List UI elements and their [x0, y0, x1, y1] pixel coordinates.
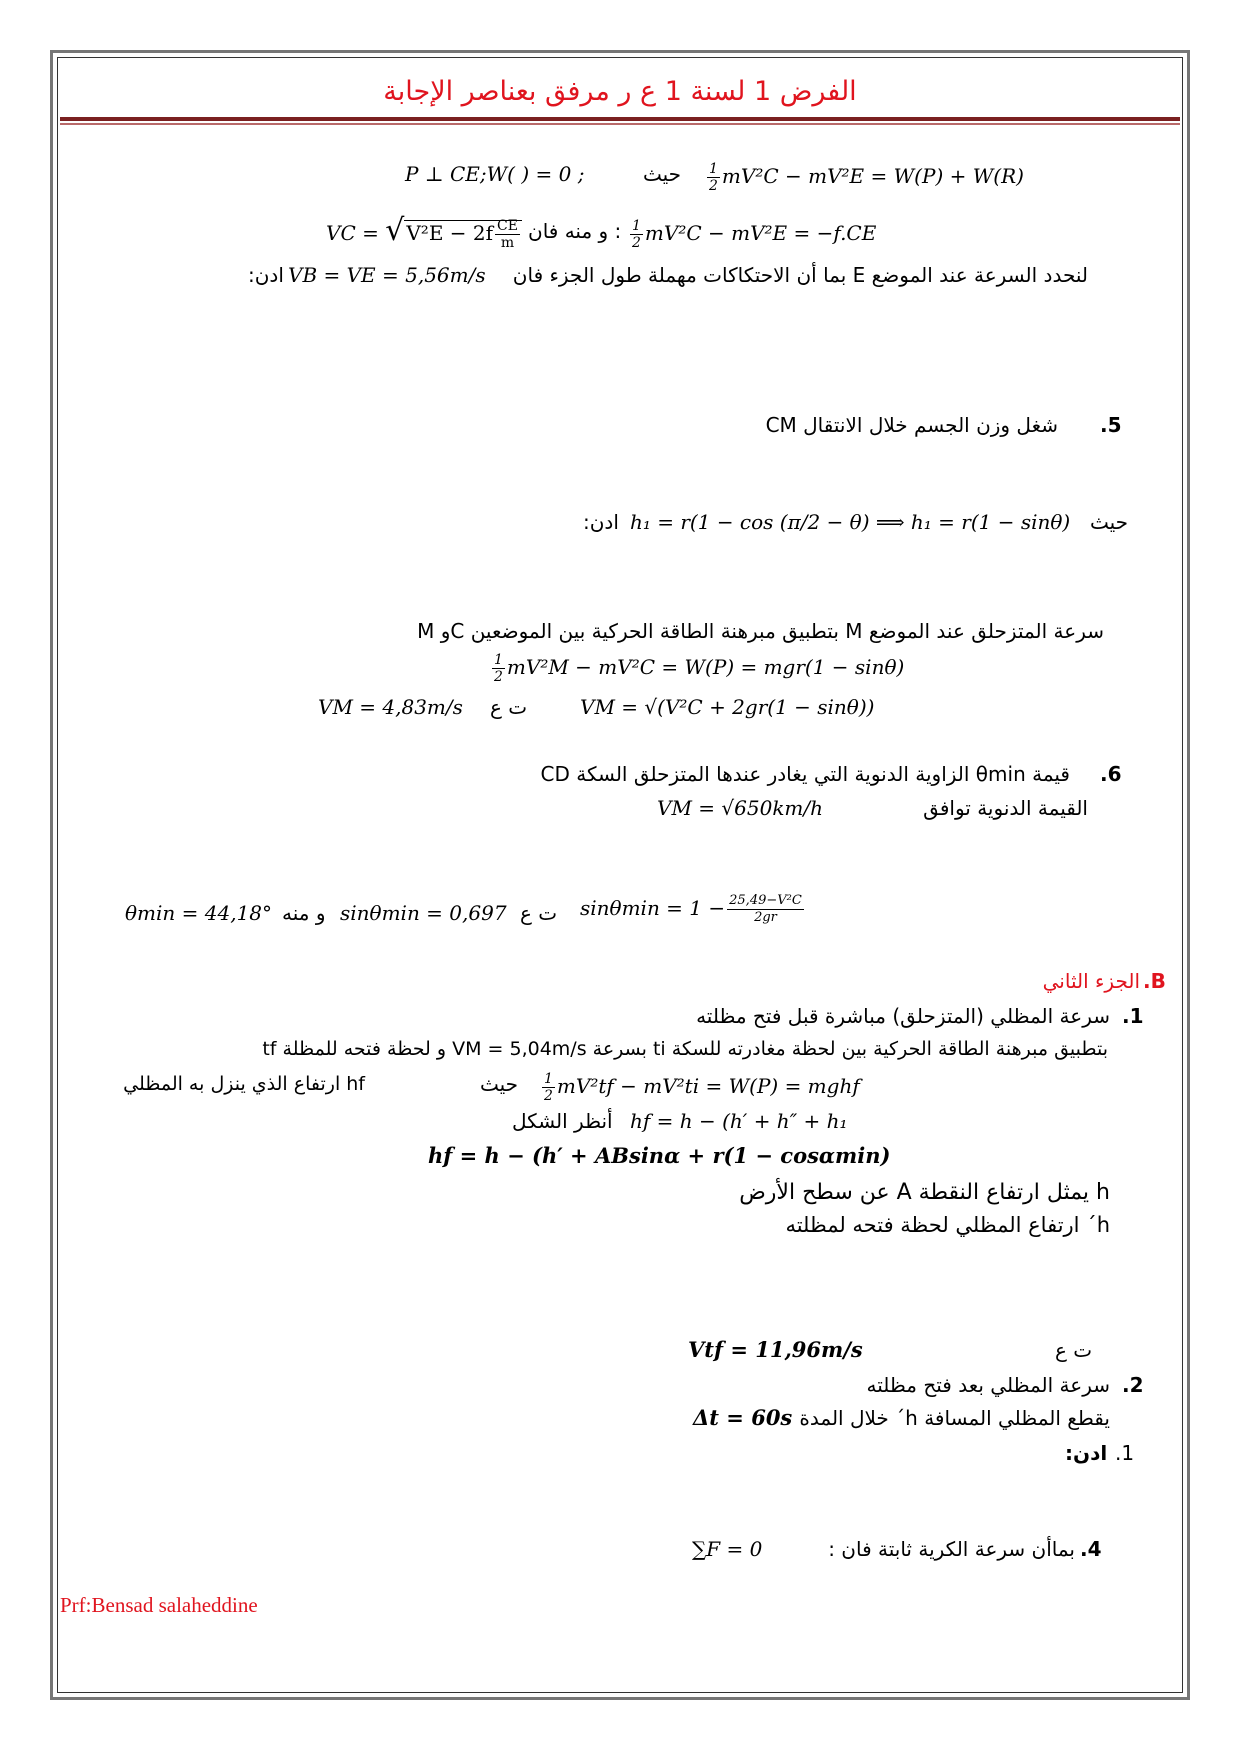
line2-vc-formula: VC = √ V²E − 2f $\frac{CE}{m}$	[326, 218, 522, 251]
theta-formula: sinθmin = 1 − $\frac{\text{25,49−V²C}}{2gr}$	[580, 893, 802, 925]
vm-result: VM = 4,83m/s	[318, 695, 463, 719]
vtf-result: Vtf = 11,96m/s	[688, 1337, 863, 1362]
b2-line3: ادن:	[1065, 1441, 1108, 1465]
vm-te: ت ع	[490, 695, 528, 719]
b1-line3-word: حيث	[480, 1072, 519, 1096]
partB-number: .B	[1143, 969, 1166, 993]
title-divider-thin	[60, 123, 1180, 125]
page-frame-inner	[57, 57, 1183, 1693]
line3-text: لنحدد السرعة عند الموضع E بما أن الاحتكاكات مهملة طول الجزء فان	[512, 263, 1088, 287]
b2-line2-text: يقطع المظلي المسافة h΄ خلال المدة	[799, 1406, 1110, 1430]
b1-line3-end: hf ارتفاع الذي ينزل به المظلي	[123, 1073, 365, 1095]
line3-eq: VB = VE = 5,56m/s	[288, 263, 486, 287]
theta-word: و منه	[282, 901, 326, 925]
vm-formula: VM = √(V²C + 2gr(1 − sinθ))	[580, 695, 875, 719]
section5-number: .5	[1100, 413, 1122, 437]
b4-text: بماأن سرعة الكرية ثابتة فان :	[828, 1537, 1075, 1561]
line1-eq-right: $\frac{1}{2}$ mV²C − mV²E = W(P) + W(R)	[709, 161, 1024, 194]
b4-eq: ∑F = 0	[692, 1537, 763, 1561]
theta-te: ت ع	[520, 901, 558, 925]
line1-eq-left: P ⊥ CE;W( ) = 0 ;	[405, 162, 585, 186]
section6-eq: VM = √650km/h	[657, 796, 824, 820]
section5-text: شغل وزن الجسم خلال الانتقال CM	[765, 413, 1058, 437]
b2-text: سرعة المظلي بعد فتح مظلته	[866, 1373, 1110, 1397]
footer-author: Prf:Bensad salaheddine	[60, 1593, 258, 1617]
b1-line5-eq: hf = h − (h′ + ABsinα + r(1 − cosαmin)	[428, 1143, 891, 1168]
section6-sub: القيمة الدنوية توافق	[923, 796, 1088, 820]
vm-eq: $\frac{1}{2}$ mV²M − mV²C = W(P) = mgr(1 − sinθ)	[494, 652, 905, 685]
b1-line3-eq: $\frac{1}{2}$ mV²tf − mV²ti = W(P) = mghf	[544, 1071, 860, 1104]
b1-text: سرعة المظلي (المتزحلق) مباشرة قبل فتح مظلته	[696, 1004, 1110, 1028]
h1-end: ادن:	[583, 510, 619, 534]
theta-result: θmin = 44,18°	[125, 901, 273, 925]
theta-sin: sinθmin = 0,697	[340, 901, 507, 925]
partB-title: الجزء الثاني	[1042, 969, 1140, 993]
vm-text: سرعة المتزحلق عند الموضع M بتطبيق مبرهنة الطاقة الحركية بين الموضعين Cو M	[417, 619, 1104, 643]
hprime-definition: h΄ ارتفاع المظلي لحظة فتحه لمظلته	[785, 1213, 1110, 1237]
line2-eq: $\frac{1}{2}$ mV²C − mV²E = −f.CE	[632, 218, 877, 251]
line1-word: حيث	[643, 162, 682, 186]
b1-line2: بتطبيق مبرهنة الطاقة الحركية بين لحظة مغادرته للسكة ti بسرعة VM = 5,04m/s و لحظة فتحه للمظلة tf	[262, 1038, 1108, 1060]
b1-number: .1	[1122, 1004, 1144, 1028]
section6-number: .6	[1100, 762, 1122, 786]
b2-number: .2	[1122, 1373, 1144, 1397]
line2-word: : و منه فان	[528, 219, 622, 243]
page-title: الفرض 1 لسنة 1 ع ر مرفق بعناصر الإجابة	[383, 76, 857, 107]
line3-end: ادن:	[248, 263, 284, 287]
h1-eq: h₁ = r(1 − cos (π/2 − θ) ⟹ h₁ = r(1 − sinθ)	[630, 510, 1071, 534]
b1-line4-word: أنظر الشكل	[512, 1109, 613, 1133]
vtf-te: ت ع	[1055, 1338, 1093, 1362]
b2-line2-eq: Δt = 60s	[693, 1405, 793, 1430]
b4-number: .4	[1080, 1537, 1102, 1561]
title-divider	[60, 117, 1180, 121]
section6-text: قيمة θmin الزاوية الدنوية التي يغادر عندها المتزحلق السكة CD	[540, 762, 1070, 786]
h1-word: حيث	[1090, 510, 1129, 534]
h-definition: h يمثل ارتفاع النقطة A عن سطح الأرض	[739, 1180, 1110, 1205]
b1-line4-eq: hf = h − (h′ + h″ + h₁	[630, 1109, 848, 1133]
b2-line3-number: .1	[1115, 1441, 1135, 1465]
